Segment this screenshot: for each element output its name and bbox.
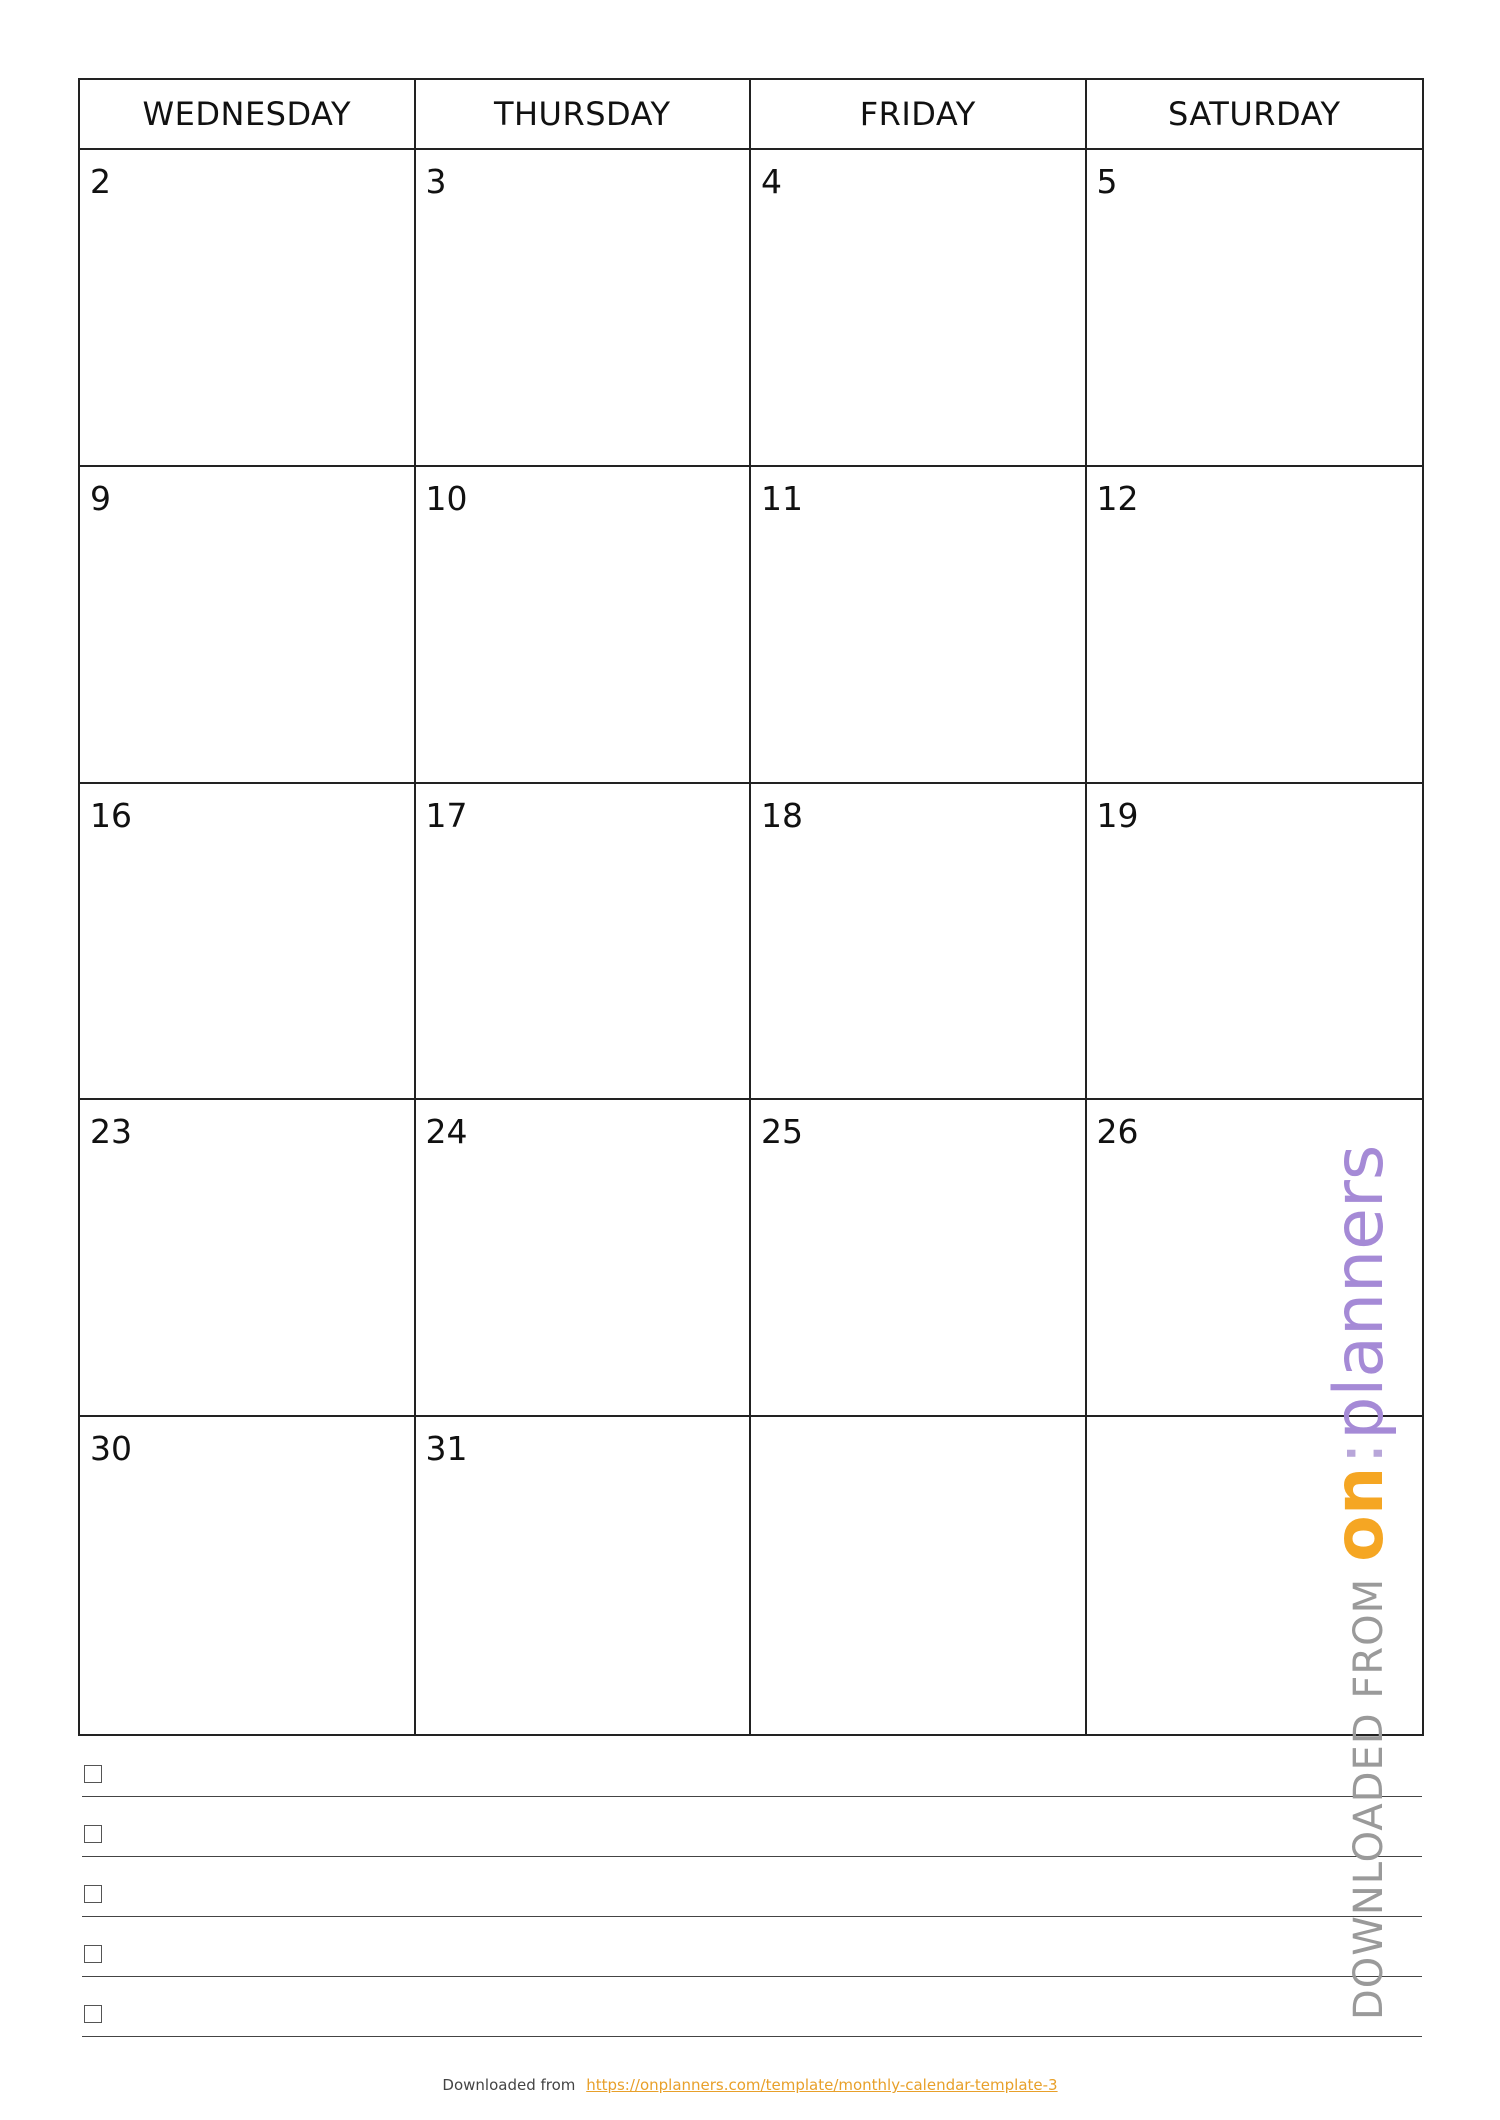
day-cell[interactable] <box>416 150 752 467</box>
day-number: 25 <box>761 1112 803 1152</box>
watermark-prefix: DOWNLOADED FROM <box>1346 1577 1392 2020</box>
day-number: 30 <box>90 1429 132 1469</box>
day-number: 5 <box>1096 162 1118 201</box>
day-number: 18 <box>761 795 803 835</box>
note-line[interactable] <box>82 1797 1422 1857</box>
watermark-brand-planners: planners <box>1320 1144 1399 1440</box>
note-line[interactable] <box>82 1857 1422 1917</box>
day-number: 24 <box>425 1112 468 1152</box>
header-friday: FRIDAY <box>751 80 1087 150</box>
day-cell[interactable] <box>1087 150 1423 467</box>
day-number: 31 <box>425 1429 468 1469</box>
footer-link[interactable]: https://onplanners.com/template/monthly-calendar-template-3 <box>586 2076 1058 2094</box>
day-number: 12 <box>1096 478 1139 518</box>
day-number: 9 <box>90 478 111 518</box>
day-cell[interactable] <box>416 467 752 784</box>
day-cell[interactable] <box>1087 467 1423 784</box>
day-cell[interactable] <box>80 784 416 1101</box>
watermark-brand-on: on <box>1320 1466 1399 1562</box>
day-number: 19 <box>1096 795 1139 835</box>
onplanners-watermark <box>1320 1145 1399 2020</box>
day-cell[interactable] <box>80 150 416 467</box>
day-cell[interactable] <box>416 1417 752 1734</box>
checkbox-icon[interactable] <box>84 1825 102 1843</box>
footer <box>0 2076 1500 2094</box>
day-number: 23 <box>90 1112 132 1152</box>
calendar-grid <box>78 78 1424 1736</box>
watermark-brand-colon: : <box>1320 1441 1399 1465</box>
day-number: 26 <box>1096 1112 1139 1152</box>
day-cell[interactable] <box>80 467 416 784</box>
day-cell-empty[interactable] <box>751 1417 1087 1734</box>
day-number: 17 <box>425 795 468 835</box>
note-line[interactable] <box>82 1917 1422 1977</box>
day-number: 4 <box>761 162 782 201</box>
day-number: 10 <box>425 478 468 518</box>
day-cell[interactable] <box>751 784 1087 1101</box>
checkbox-icon[interactable] <box>84 2005 102 2023</box>
footer-text: Downloaded from <box>442 2076 576 2094</box>
note-line[interactable] <box>82 1737 1422 1797</box>
day-cell[interactable] <box>1087 784 1423 1101</box>
day-cell[interactable] <box>80 1417 416 1734</box>
note-line[interactable] <box>82 1977 1422 2037</box>
day-cell[interactable] <box>751 467 1087 784</box>
day-cell[interactable] <box>80 1100 416 1417</box>
header-wednesday: WEDNESDAY <box>80 80 416 150</box>
checkbox-icon[interactable] <box>84 1765 102 1783</box>
day-cell[interactable] <box>751 150 1087 467</box>
day-number: 16 <box>90 795 132 835</box>
day-cell[interactable] <box>416 784 752 1101</box>
day-cell[interactable] <box>751 1100 1087 1417</box>
checkbox-icon[interactable] <box>84 1945 102 1963</box>
checkbox-icon[interactable] <box>84 1885 102 1903</box>
day-cell[interactable] <box>416 1100 752 1417</box>
day-number: 3 <box>425 162 447 201</box>
notes-list <box>82 1737 1422 2037</box>
header-saturday: SATURDAY <box>1087 80 1423 150</box>
day-number: 11 <box>761 478 803 518</box>
header-thursday: THURSDAY <box>416 80 752 150</box>
day-number: 2 <box>90 162 111 201</box>
